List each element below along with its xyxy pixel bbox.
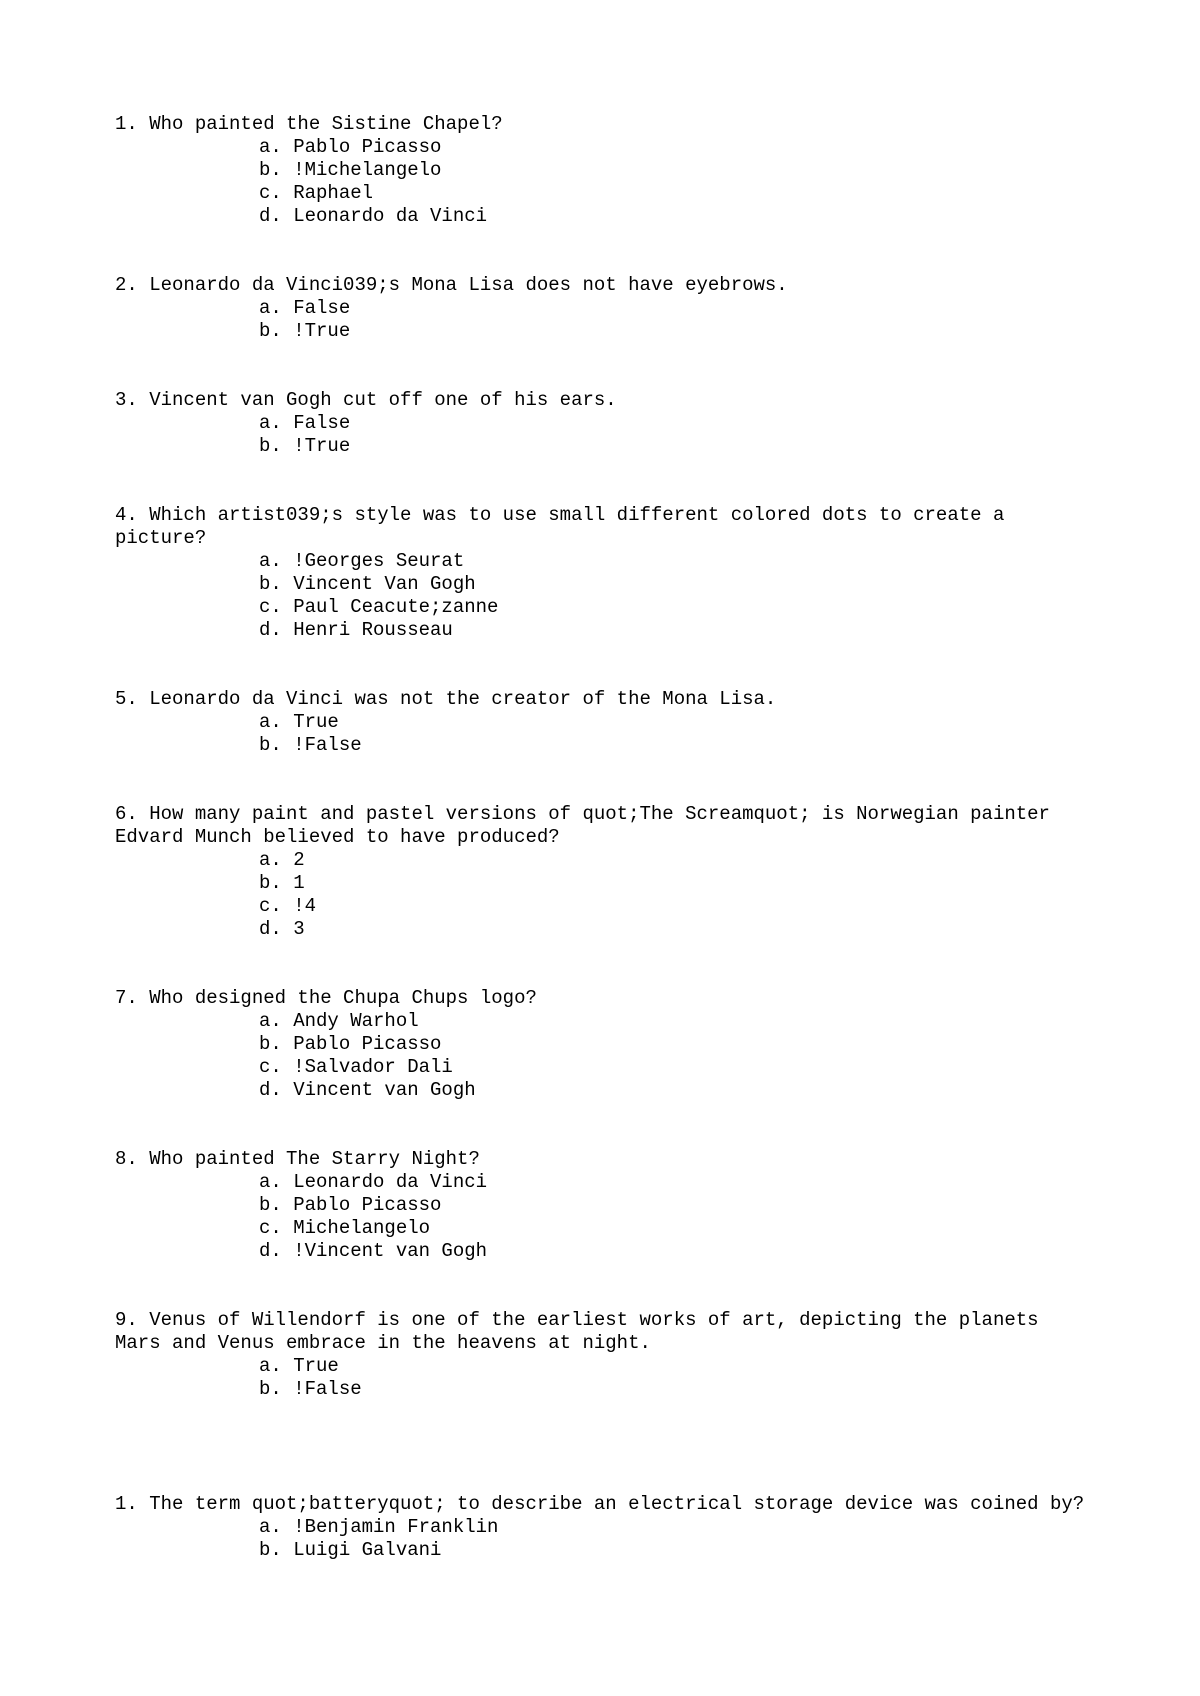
question-text: 4. Which artist039;s style was to use small different colored dots to create a picture? bbox=[115, 504, 1016, 549]
answer-options bbox=[115, 412, 1095, 458]
question-text: 8. Who painted The Starry Night? bbox=[115, 1148, 480, 1170]
answer-option: a. 2 bbox=[259, 849, 305, 871]
answer-option: a. True bbox=[259, 711, 339, 733]
answer-options bbox=[115, 1171, 1095, 1263]
answer-option: a. !Benjamin Franklin bbox=[259, 1516, 499, 1538]
answer-option: b. Luigi Galvani bbox=[259, 1539, 442, 1561]
answer-options bbox=[115, 1516, 1095, 1562]
answer-option: a. Andy Warhol bbox=[259, 1010, 419, 1032]
answer-option: a. False bbox=[259, 297, 351, 319]
answer-option: b. 1 bbox=[259, 872, 305, 894]
answer-option: b. !True bbox=[259, 435, 351, 457]
answer-option: c. Michelangelo bbox=[259, 1217, 431, 1239]
question-block bbox=[115, 688, 1095, 757]
question-block bbox=[115, 113, 1095, 228]
question-text: 1. Who painted the Sistine Chapel? bbox=[115, 113, 503, 135]
answer-options bbox=[115, 1355, 1095, 1401]
answer-option: b. Pablo Picasso bbox=[259, 1194, 442, 1216]
answer-option: a. False bbox=[259, 412, 351, 434]
question-spacer bbox=[115, 941, 1095, 987]
question-block bbox=[115, 504, 1095, 642]
answer-options bbox=[115, 136, 1095, 228]
question-block bbox=[115, 1148, 1095, 1263]
question-block bbox=[115, 274, 1095, 343]
question-block bbox=[115, 389, 1095, 458]
question-spacer bbox=[115, 458, 1095, 504]
answer-option: a. Leonardo da Vinci bbox=[259, 1171, 488, 1193]
question-spacer bbox=[115, 1263, 1095, 1309]
question-text: 6. How many paint and pastel versions of quot;The Screamquot; is Norwegian painter Edvard Munch believed to have produced? bbox=[115, 803, 1062, 848]
question-spacer bbox=[115, 1102, 1095, 1148]
question-text: 9. Venus of Willendorf is one of the earliest works of art, depicting the planets Mars and Venus embrace in the heavens at night. bbox=[115, 1309, 1050, 1354]
question-text: 1. The term quot;batteryquot; to describe an electrical storage device was coined by? bbox=[115, 1493, 1085, 1515]
question-spacer bbox=[115, 343, 1095, 389]
question-text: 2. Leonardo da Vinci039;s Mona Lisa does not have eyebrows. bbox=[115, 274, 788, 296]
answer-option: b. Vincent Van Gogh bbox=[259, 573, 476, 595]
answer-option: d. !Vincent van Gogh bbox=[259, 1240, 488, 1262]
answer-option: d. Vincent van Gogh bbox=[259, 1079, 476, 1101]
answer-option: c. !Salvador Dali bbox=[259, 1056, 453, 1078]
question-block bbox=[115, 987, 1095, 1102]
question-spacer bbox=[115, 1401, 1095, 1493]
answer-option: d. 3 bbox=[259, 918, 305, 940]
quiz-list bbox=[115, 113, 1095, 1562]
question-spacer bbox=[115, 642, 1095, 688]
answer-options bbox=[115, 711, 1095, 757]
answer-option: a. !Georges Seurat bbox=[259, 550, 465, 572]
question-block bbox=[115, 1309, 1095, 1401]
answer-option: b. !False bbox=[259, 734, 362, 756]
answer-option: a. True bbox=[259, 1355, 339, 1377]
answer-option: c. Raphael bbox=[259, 182, 374, 204]
answer-option: b. Pablo Picasso bbox=[259, 1033, 442, 1055]
answer-option: b. !Michelangelo bbox=[259, 159, 442, 181]
answer-option: b. !False bbox=[259, 1378, 362, 1400]
answer-options bbox=[115, 849, 1095, 941]
question-block bbox=[115, 803, 1095, 941]
answer-option: c. !4 bbox=[259, 895, 317, 917]
question-spacer bbox=[115, 757, 1095, 803]
answer-option: a. Pablo Picasso bbox=[259, 136, 442, 158]
answer-options bbox=[115, 1010, 1095, 1102]
answer-options bbox=[115, 297, 1095, 343]
question-spacer bbox=[115, 228, 1095, 274]
answer-option: c. Paul Ceacute;zanne bbox=[259, 596, 499, 618]
question-text: 5. Leonardo da Vinci was not the creator of the Mona Lisa. bbox=[115, 688, 777, 710]
answer-option: d. Leonardo da Vinci bbox=[259, 205, 488, 227]
answer-options bbox=[115, 550, 1095, 642]
answer-option: b. !True bbox=[259, 320, 351, 342]
question-text: 7. Who designed the Chupa Chups logo? bbox=[115, 987, 537, 1009]
question-block bbox=[115, 1493, 1095, 1562]
answer-option: d. Henri Rousseau bbox=[259, 619, 453, 641]
question-text: 3. Vincent van Gogh cut off one of his ears. bbox=[115, 389, 617, 411]
